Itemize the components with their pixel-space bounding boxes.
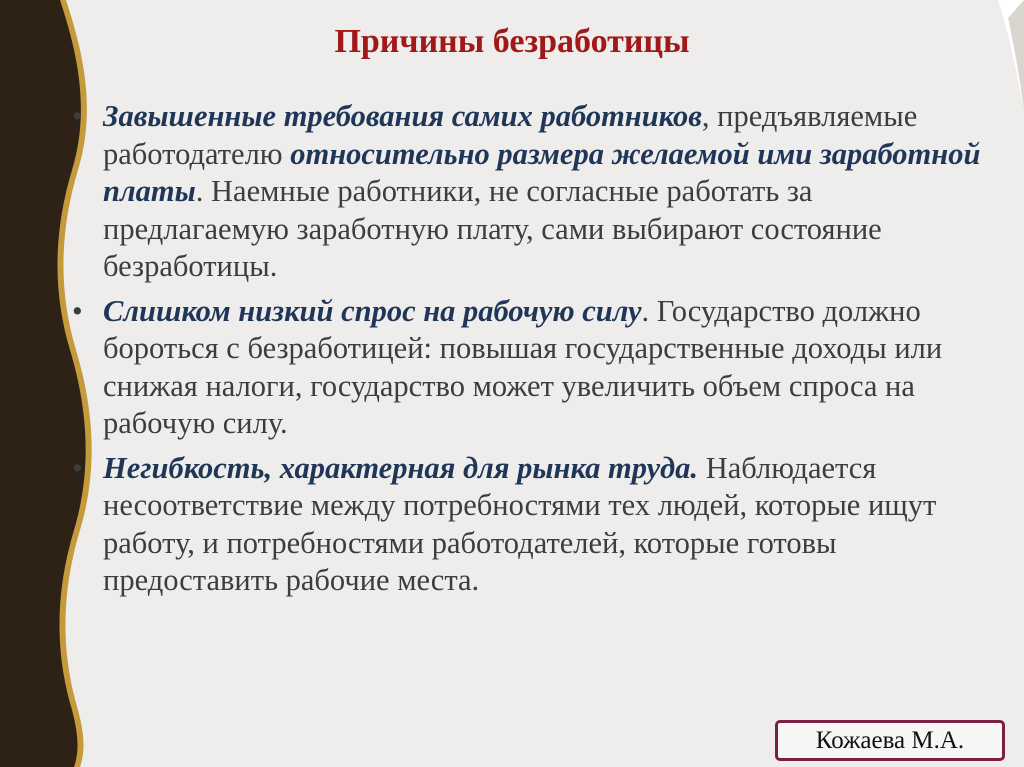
bullet-list [72,98,984,607]
list-item [72,293,984,443]
list-item [72,450,984,600]
slide-title: Причины безработицы [334,23,690,60]
bullet-mark: • [72,99,83,133]
bullet-mark: • [72,293,83,328]
body-text: . Государство должно бороться с безработицей: повышая государственные доходы или снижая налоги, государство может увеличить объем спроса на рабочую силу. [103,293,943,440]
emphasis-text: относительно размера желаемой ими заработной платы [103,136,981,208]
emphasis-text: Слишком низкий спрос на рабочую силу [103,293,642,328]
emphasis-text: Завышенные требования самих работников [103,99,702,133]
emphasis-text: Негибкость, характерная для рынка труда. [103,450,699,485]
body-text: Наблюдается несоответствие между потребностями тех людей, которые ищут работу, и потребностями работодателей, которые готовы предоставить рабочие места. [103,450,937,597]
bullet-mark: • [72,450,83,485]
body-text: , предъявляемые работодателю [103,99,918,171]
list-item [72,98,984,286]
author-signature-box: Кожаева М.А. [775,720,1005,761]
body-text: . Наемные работники, не согласные работать за предлагаемую заработную плату, сами выбирают состояние безработицы. [103,174,882,283]
